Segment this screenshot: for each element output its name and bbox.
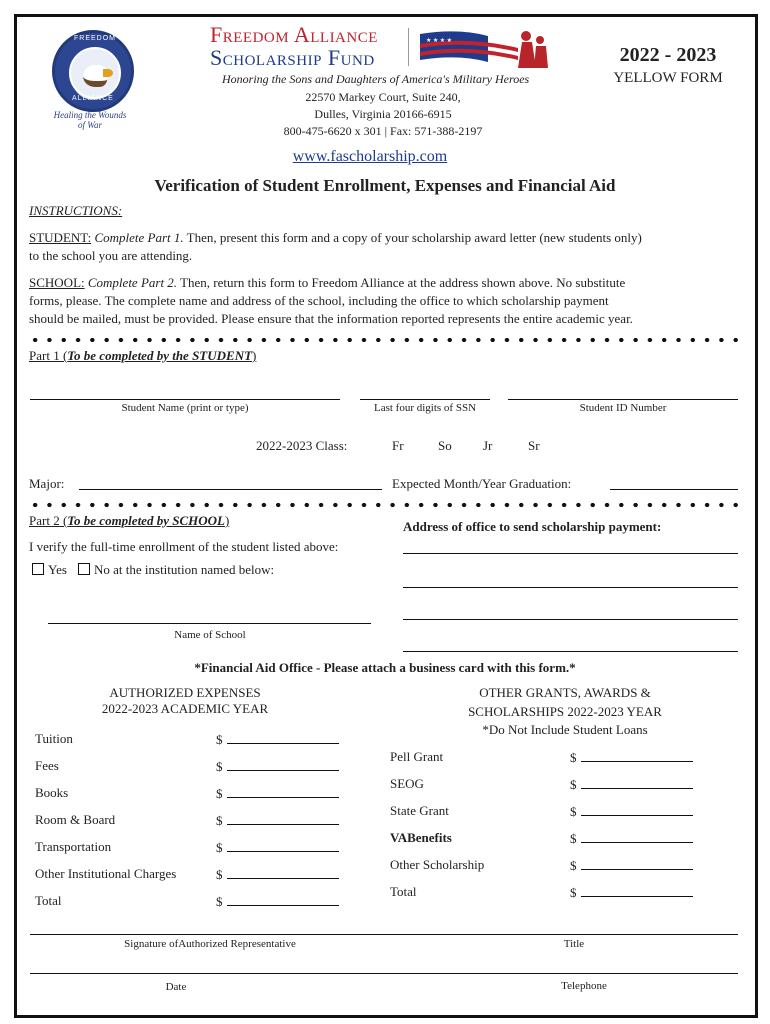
verify-enrollment-text: I verify the full-time enrollment of the student listed above: [29, 539, 339, 554]
payment-address-line-3[interactable] [403, 619, 738, 620]
graduation-field[interactable] [610, 489, 738, 490]
expense-label-room-board: Room & Board [35, 812, 116, 827]
grant-label-other-scholarship: Other Scholarship [390, 857, 485, 872]
website-link[interactable]: www.fascholarship.com [292, 148, 448, 165]
expense-label-fees: Fees [35, 758, 59, 773]
student-id-field[interactable] [508, 399, 738, 400]
dotted-separator [28, 501, 742, 509]
expense-label-total: Total [35, 893, 62, 908]
expense-amount-fees[interactable]: $ [216, 758, 339, 775]
org-name-line2: Scholarship Fund [210, 45, 375, 70]
address-line1: 22570 Markey Court, Suite 240, [305, 90, 461, 104]
class-option-sr[interactable]: Sr [528, 438, 540, 453]
expense-amount-transportation[interactable]: $ [216, 839, 339, 856]
expenses-heading2: 2022-2023 ACADEMIC YEAR [101, 701, 269, 716]
grant-label-total: Total [390, 884, 417, 899]
class-option-jr[interactable]: Jr [483, 438, 493, 453]
expense-label-transportation: Transportation [35, 839, 112, 854]
seal-ring-top-text: FREEDOM [74, 35, 116, 42]
school-name-field[interactable] [48, 623, 371, 624]
logo-tagline: Healing the Wounds of War [53, 110, 127, 130]
student-instruction-line1: STUDENT: Complete Part 1. Then, present this form and a copy of your scholarship award letter (new students only) [29, 230, 642, 245]
grant-amount-other-scholarship[interactable]: $ [570, 857, 693, 874]
instructions-label: INSTRUCTIONS: [29, 203, 123, 218]
expense-label-tuition: Tuition [35, 731, 73, 746]
header-divider [408, 28, 409, 66]
grant-label-va-benefits: VABenefits [390, 830, 452, 845]
org-motto: Honoring the Sons and Daughters of America's Military Heroes [222, 72, 530, 86]
seal-ring-bottom-text: ALLIANCE [72, 95, 114, 102]
expenses-heading1: AUTHORIZED EXPENSES [109, 685, 261, 700]
school-instruction-line2: forms, please. The complete name and address of the school, including the office to which scholarship payment [29, 293, 609, 308]
payment-address-line-2[interactable] [403, 587, 738, 588]
form-year: 2022 - 2023 [619, 44, 717, 66]
grants-heading2: SCHOLARSHIPS 2022-2023 YEAR [468, 704, 662, 719]
yes-checkbox[interactable]: Yes [32, 561, 67, 579]
freedom-alliance-seal [52, 30, 134, 112]
grant-label-pell: Pell Grant [390, 749, 444, 764]
expense-amount-total[interactable]: $ [216, 893, 339, 910]
school-instruction-line1: SCHOOL: Complete Part 2. Then, return this form to Freedom Alliance at the address shown above. No substitute [29, 275, 626, 290]
student-id-label: Student ID Number [579, 402, 667, 414]
flag-silhouette-icon [418, 26, 550, 70]
school-name-label: Name of School [174, 629, 246, 641]
address-line2: Dulles, Virginia 20166-6915 [314, 107, 452, 121]
signature-title-field[interactable] [30, 934, 738, 935]
school-instruction-line3: should be mailed, must be provided. Please ensure that the information reported represents the entire academic year. [29, 311, 633, 326]
class-option-so[interactable]: So [438, 438, 452, 453]
expense-amount-room-board[interactable]: $ [216, 812, 339, 829]
grant-amount-state[interactable]: $ [570, 803, 693, 820]
grant-amount-seog[interactable]: $ [570, 776, 693, 793]
graduation-label: Expected Month/Year Graduation: [392, 476, 572, 491]
phone-fax: 800-475-6620 x 301 | Fax: 571-388-2197 [283, 124, 483, 138]
svg-text:★ ★ ★ ★: ★ ★ ★ ★ [426, 38, 453, 44]
payment-address-label: Address of office to send scholarship payment: [403, 519, 662, 534]
grant-amount-total[interactable]: $ [570, 884, 693, 901]
title-label: Title [563, 938, 585, 950]
student-instruction-line2: to the school you are attending. [29, 248, 193, 263]
grant-amount-va-benefits[interactable]: $ [570, 830, 693, 847]
grant-amount-pell[interactable]: $ [570, 749, 693, 766]
no-checkbox[interactable]: No at the institution named below: [78, 561, 274, 579]
part2-heading: Part 2 (To be completed by SCHOOL) [29, 513, 230, 528]
date-label: Date [165, 981, 187, 993]
expense-label-books: Books [35, 785, 69, 800]
telephone-label: Telephone [561, 980, 607, 992]
grants-heading3: *Do Not Include Student Loans [482, 722, 648, 737]
dotted-separator [28, 336, 742, 344]
form-name: YELLOW FORM [613, 70, 723, 86]
grant-label-state: State Grant [390, 803, 449, 818]
class-label: 2022-2023 Class: [256, 438, 348, 453]
expense-amount-books[interactable]: $ [216, 785, 339, 802]
date-telephone-field[interactable] [30, 973, 738, 974]
major-label: Major: [29, 476, 65, 491]
major-field[interactable] [79, 489, 382, 490]
signature-label: Signature ofAuthorized Representative [124, 938, 296, 950]
org-name-line1: Freedom Alliance [210, 22, 378, 47]
eagle-icon [69, 47, 121, 99]
payment-address-line-1[interactable] [403, 553, 738, 554]
ssn-label: Last four digits of SSN [373, 402, 477, 414]
expense-amount-other-charges[interactable]: $ [216, 866, 339, 883]
student-name-label: Student Name (print or type) [121, 402, 249, 414]
expense-amount-tuition[interactable]: $ [216, 731, 339, 748]
payment-address-line-4[interactable] [403, 651, 738, 652]
part1-heading: Part 1 (To be completed by the STUDENT) [29, 348, 257, 363]
grant-label-seog: SEOG [390, 776, 424, 791]
grants-heading1: OTHER GRANTS, AWARDS & [479, 685, 651, 700]
class-option-fr[interactable]: Fr [392, 438, 404, 453]
ssn-field[interactable] [360, 399, 490, 400]
student-name-field[interactable] [30, 399, 340, 400]
financial-aid-note: *Financial Aid Office - Please attach a business card with this form.* [194, 660, 576, 675]
form-title: Verification of Student Enrollment, Expenses and Financial Aid [154, 176, 616, 195]
expense-label-other-charges: Other Institutional Charges [35, 866, 177, 881]
